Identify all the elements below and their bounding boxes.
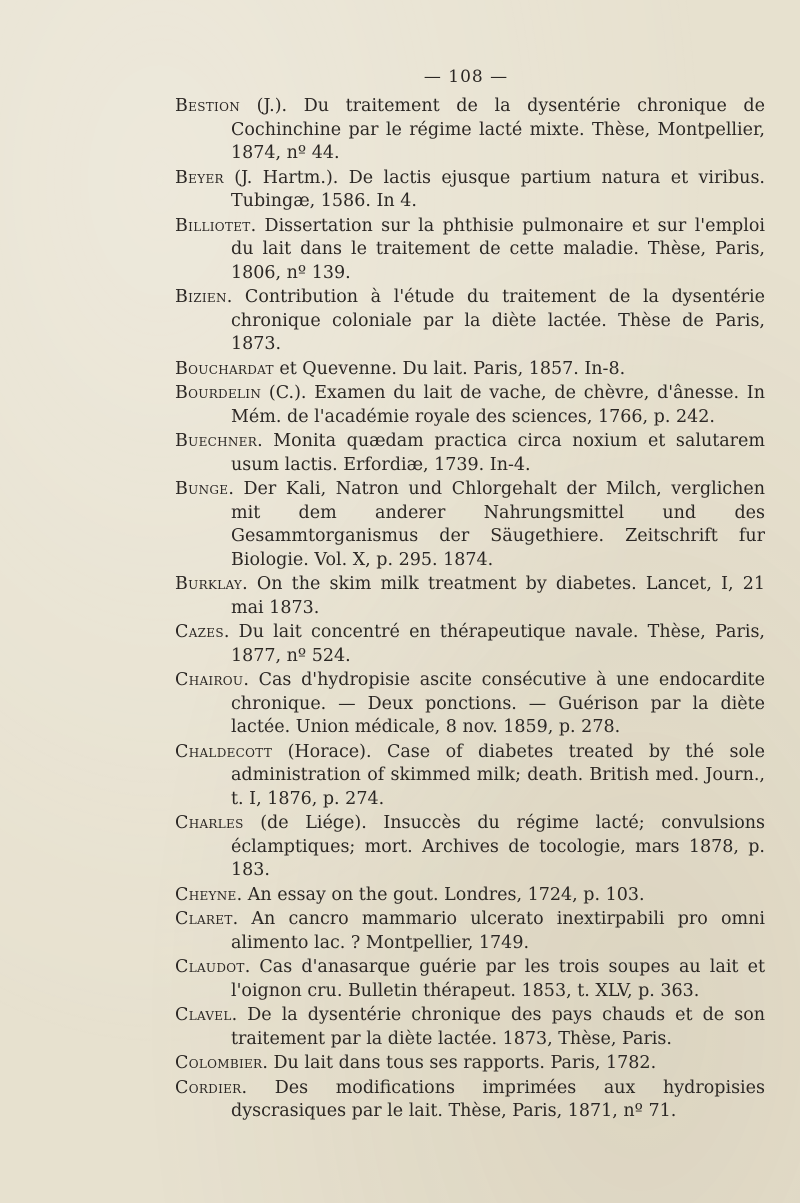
entry-author: Cazes xyxy=(175,622,224,642)
entry-author: Colombier xyxy=(175,1053,263,1073)
entry-text: . Contribution à l'étude du traitement de la dysentérie chronique coloniale par la diète lactée. Thèse de Paris, 1873. xyxy=(226,287,765,354)
entry-author: Chaldecott xyxy=(175,741,273,762)
entry-author: Cordier xyxy=(175,1077,242,1098)
bibliography-entry xyxy=(175,478,765,572)
bibliography-entry xyxy=(175,956,765,1003)
bibliography-entry xyxy=(175,573,765,620)
entry-text: et Quevenne. Du lait. Paris, 1857. In-8. xyxy=(273,358,626,379)
entry-text: . Du lait dans tous ses rapports. Paris, 1782. xyxy=(262,1053,657,1073)
bibliography-entry xyxy=(175,669,765,740)
entry-text: (C.). Examen du lait de vache, de chèvre, d'ânesse. In Mém. de l'académie royale des sciences, 1766, p. 242. xyxy=(231,383,765,427)
entry-text: . Der Kali, Natron und Chlorgehalt der Milch, verglichen mit dem anderer Nahrungsmittel und des Gesammtorganismus der Säugethiere. Zeitschrift fur Biologie. Vol. X, p. 295. 1874. xyxy=(228,479,765,570)
bibliography-entry xyxy=(175,215,765,286)
entry-text: (de Liége). Insuccès du régime lacté; convulsions éclamptiques; mort. Archives de tocologie, mars 1878, p. 183. xyxy=(231,813,765,880)
entry-author: Claudot xyxy=(175,957,245,977)
entry-text: . Cas d'hydropisie ascite consécutive à une endocardite chronique. — Deux ponctions. — Guérison par la diète lactée. Union médicale, 8 nov. 1859, p. 278. xyxy=(231,670,765,737)
entry-text: . Des modifications imprimées aux hydropisies dyscrasiques par le lait. Thèse, Paris, 1871, nº 71. xyxy=(231,1077,765,1121)
entry-author: Bizien xyxy=(175,287,227,307)
bibliography-entry xyxy=(175,741,765,812)
entry-author: Cheyne xyxy=(175,884,237,905)
entry-text: . On the skim milk treatment by diabetes. Lancet, I, 21 mai 1873. xyxy=(231,574,765,618)
entry-text: . Monita quædam practica circa noxium et salutarem usum lactis. Erfordiæ, 1739. In-4. xyxy=(231,431,765,475)
entry-author: Burklay xyxy=(175,574,243,594)
bibliography-entry xyxy=(175,286,765,357)
bibliography-entry xyxy=(175,167,765,214)
entry-text: . Dissertation sur la phthisie pulmonaire et sur l'emploi du lait dans le traitement de cette maladie. Thèse, Paris, 1806, nº 139. xyxy=(231,215,765,283)
entry-text: . Du lait concentré en thérapeutique navale. Thèse, Paris, 1877, nº 524. xyxy=(223,622,765,666)
bibliography-entry xyxy=(175,621,765,668)
entry-author: Claret xyxy=(175,909,233,929)
bibliography-entry xyxy=(175,1052,765,1076)
entry-author: Buechner xyxy=(175,431,258,451)
bibliography-entry xyxy=(175,812,765,883)
entry-author: Bouchardat xyxy=(175,358,274,379)
entry-author: Bunge xyxy=(175,479,229,499)
entry-text: (Horace). Case of diabetes treated by thé sole administration of skimmed milk; death. British med. Journ., t. I, 1876, p. 274. xyxy=(231,741,765,809)
entry-text: (J. Hartm.). De lactis ejusque partium natura et viribus. Tubingæ, 1586. In 4. xyxy=(223,167,765,211)
bibliography-entry xyxy=(175,430,765,477)
bibliography-entry xyxy=(175,358,765,382)
bibliography-list xyxy=(175,95,765,1125)
bibliography-entry xyxy=(175,95,765,166)
entry-text: . De la dysentérie chronique des pays chauds et de son traitement par la diète lactée. 1873, Thèse, Paris. xyxy=(231,1005,765,1049)
entry-author: Charles xyxy=(175,813,244,833)
bibliography-entry xyxy=(175,382,765,429)
entry-author: Billiotet xyxy=(175,215,251,236)
entry-text: . An essay on the gout. Londres, 1724, p. 103. xyxy=(236,884,645,905)
bibliography-entry xyxy=(175,1004,765,1051)
entry-text: . An cancro mammario ulcerato inextirpabili pro omni alimento lac. ? Montpellier, 1749. xyxy=(231,909,765,953)
bibliography-entry xyxy=(175,908,765,955)
bibliography-entry xyxy=(175,884,765,908)
page-number: — 108 — xyxy=(423,67,509,87)
entry-author: Bestion xyxy=(175,96,241,116)
bibliography-entry xyxy=(175,1077,765,1124)
entry-author: Bourdelin xyxy=(175,383,262,403)
entry-author: Clavel xyxy=(175,1005,232,1025)
entry-text: . Cas d'anasarque guérie par les trois soupes au lait et l'oignon cru. Bulletin thérapeut. 1853, t. XLV, p. 363. xyxy=(231,957,765,1001)
entry-author: Beyer xyxy=(175,167,224,188)
entry-author: Chairou xyxy=(175,670,244,690)
entry-text: (J.). Du traitement de la dysentérie chronique de Cochinchine par le régime lacté mixte. Thèse, Montpellier, 1874, nº 44. xyxy=(231,96,765,163)
